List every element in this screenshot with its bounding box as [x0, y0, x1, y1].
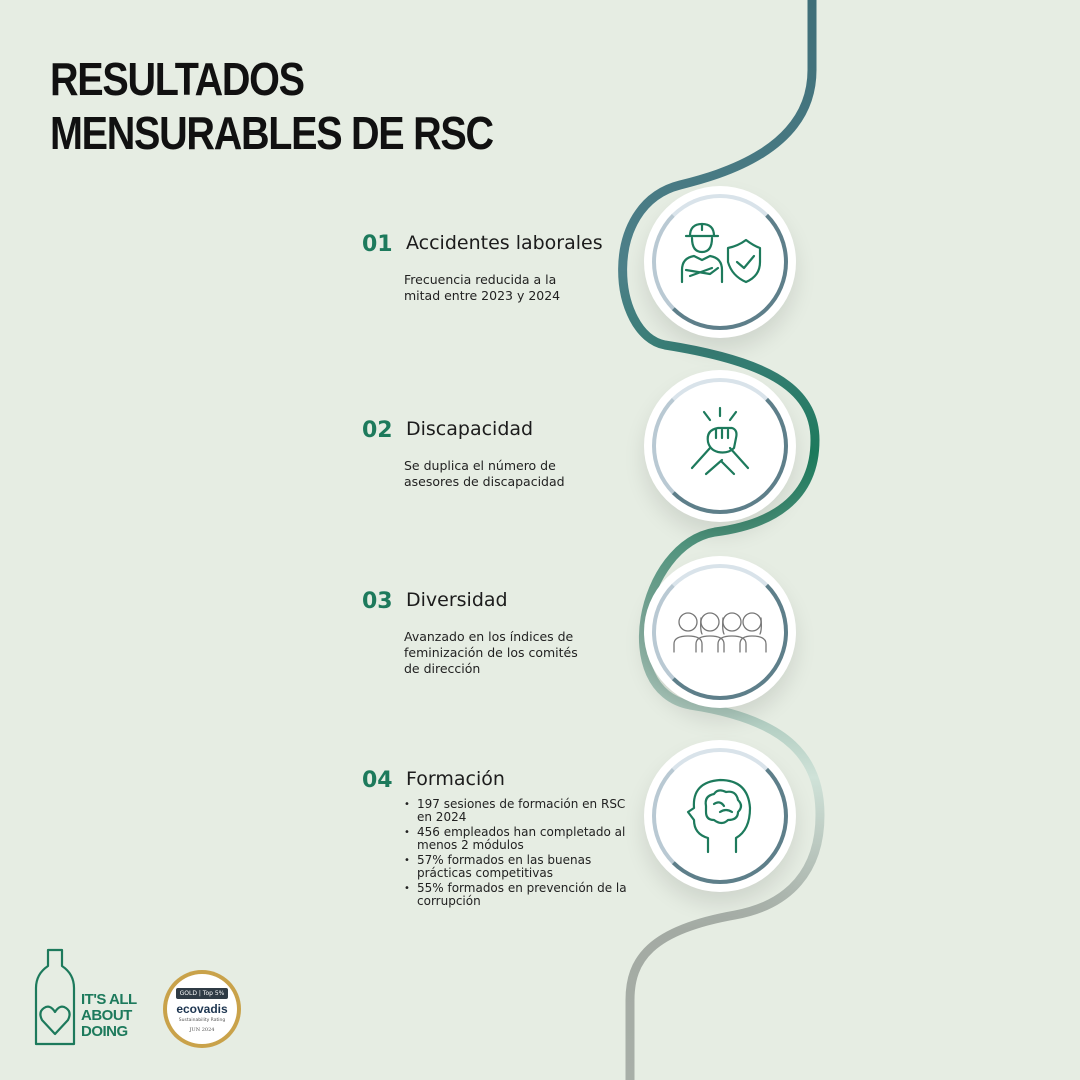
item-title: Formación	[406, 768, 505, 790]
list-item: • 456 empleados han completado al menos 2 módulos	[404, 826, 644, 852]
item-icon-circle	[644, 186, 796, 338]
item-description: Avanzado en los índices de feminización de los comités de dirección	[404, 629, 578, 676]
training-bullet-list	[404, 798, 644, 910]
item-number: 02	[362, 418, 393, 443]
item-number: 04	[362, 768, 393, 793]
ecovadis-badge	[163, 970, 241, 1048]
brain-head-icon	[676, 772, 764, 860]
item-icon-circle	[644, 556, 796, 708]
badge-date: JUN 2024	[189, 1027, 215, 1033]
list-item: • 197 sesiones de formación en RSC en 2024	[404, 798, 644, 824]
list-item: • 57% formados en las buenas prácticas competitivas	[404, 854, 644, 880]
item-title: Diversidad	[406, 589, 508, 611]
item-title: Discapacidad	[406, 418, 534, 440]
item-description: Frecuencia reducida a la mitad entre 2023 y 2024	[404, 272, 561, 303]
worker-shield-icon	[676, 218, 764, 306]
item-icon-circle	[644, 370, 796, 522]
badge-name: ecovadis	[176, 1002, 228, 1016]
list-item: • 55% formados en prevención de la corrupción	[404, 882, 644, 908]
handshake-icon	[676, 402, 764, 490]
page-title-line-1: RESULTADOS	[50, 53, 304, 105]
page-title-line-2: MENSURABLES DE RSC	[50, 107, 493, 159]
team-icon	[672, 594, 768, 682]
brand-logo-text	[81, 992, 137, 1040]
logo-line-2: ABOUT	[81, 1007, 132, 1024]
item-icon-circle	[644, 740, 796, 892]
item-description: Se duplica el número de asesores de discapacidad	[404, 458, 565, 489]
item-number: 03	[362, 589, 393, 614]
item-number: 01	[362, 232, 393, 257]
logo-line-1: IT'S ALL	[81, 991, 137, 1008]
item-title: Accidentes laborales	[406, 232, 603, 254]
badge-subtitle: Sustainability Rating	[178, 1018, 226, 1023]
page-title	[50, 52, 493, 160]
logo-line-3: DOING	[81, 1023, 128, 1040]
badge-rank: GOLD | Top 5%	[176, 988, 228, 999]
